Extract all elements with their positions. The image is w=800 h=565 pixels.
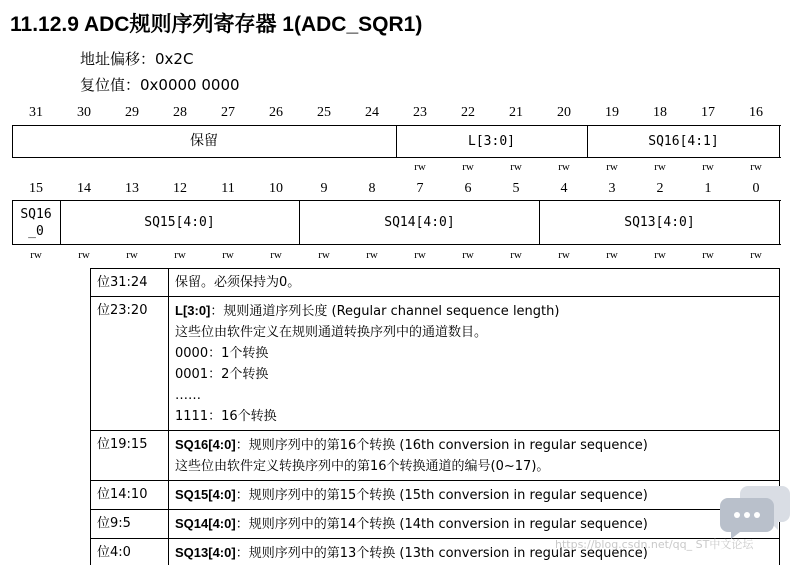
bit-number-5: 5 bbox=[512, 181, 520, 196]
register-low-half bbox=[12, 200, 781, 245]
bit-number-18: 18 bbox=[653, 105, 667, 120]
bit-number-4: 4 bbox=[560, 181, 568, 196]
access-rw: rw bbox=[366, 249, 378, 261]
bit-number-9: 9 bbox=[320, 181, 328, 196]
bit-number-17: 17 bbox=[701, 105, 715, 120]
access-rw: rw bbox=[462, 161, 474, 173]
access-rw: rw bbox=[414, 161, 426, 173]
bit-range: 位14:10 bbox=[91, 481, 169, 510]
access-rw: rw bbox=[558, 161, 570, 173]
register-field: SQ14[4:0] bbox=[300, 201, 540, 244]
register-field: SQ16 _0 bbox=[12, 201, 61, 244]
access-rw: rw bbox=[510, 161, 522, 173]
bit-range: 位9:5 bbox=[91, 510, 169, 539]
register-field: SQ15[4:0] bbox=[60, 201, 300, 244]
bit-number-7: 7 bbox=[416, 181, 424, 196]
access-rw: rw bbox=[318, 249, 330, 261]
access-rw: rw bbox=[558, 249, 570, 261]
bit-number-0: 0 bbox=[752, 181, 760, 196]
bit-number-28: 28 bbox=[173, 105, 187, 120]
bit-number-23: 23 bbox=[413, 105, 427, 120]
register-field: L[3:0] bbox=[396, 126, 588, 157]
access-rw: rw bbox=[222, 249, 234, 261]
bit-description: SQ13[4:0]：规则序列中的第13个转换 (13th conversion in regular sequence) bbox=[169, 539, 780, 565]
bit-number-16: 16 bbox=[749, 105, 763, 120]
description-row bbox=[91, 431, 780, 481]
watermark: https://blog.csdn.net/qq_ ST中文论坛 bbox=[555, 538, 754, 551]
access-rw: rw bbox=[702, 249, 714, 261]
bit-number-12: 12 bbox=[173, 181, 187, 196]
bit-number-10: 10 bbox=[269, 181, 283, 196]
description-row bbox=[91, 297, 780, 431]
bit-number-21: 21 bbox=[509, 105, 523, 120]
section-title: 11.12.9 ADC规则序列寄存器 1(ADC_SQR1) bbox=[10, 13, 423, 36]
access-rw: rw bbox=[414, 249, 426, 261]
bit-description: SQ16[4:0]：规则序列中的第16个转换 (16th conversion in regular sequence) 这些位由软件定义转换序列中的第16个转换通道的编号(0~17)。 bbox=[169, 431, 780, 481]
bit-description-table bbox=[90, 268, 780, 565]
description-row bbox=[91, 269, 780, 297]
chat-bubble-icon bbox=[720, 480, 792, 540]
bit-range: 位19:15 bbox=[91, 431, 169, 481]
access-rw: rw bbox=[654, 161, 666, 173]
access-rw: rw bbox=[78, 249, 90, 261]
bit-range: 位4:0 bbox=[91, 539, 169, 565]
access-rw: rw bbox=[174, 249, 186, 261]
description-row bbox=[91, 481, 780, 510]
access-rw: rw bbox=[702, 161, 714, 173]
access-rw: rw bbox=[462, 249, 474, 261]
bit-number-31: 31 bbox=[29, 105, 43, 120]
bit-range: 位23:20 bbox=[91, 297, 169, 431]
bit-number-20: 20 bbox=[557, 105, 571, 120]
bit-number-15: 15 bbox=[29, 181, 43, 196]
access-rw: rw bbox=[30, 249, 42, 261]
access-rw: rw bbox=[270, 249, 282, 261]
bit-number-3: 3 bbox=[608, 181, 616, 196]
bit-number-6: 6 bbox=[464, 181, 472, 196]
bit-number-13: 13 bbox=[125, 181, 139, 196]
register-high-half bbox=[12, 125, 781, 158]
bit-number-14: 14 bbox=[77, 181, 91, 196]
bit-description: SQ14[4:0]：规则序列中的第14个转换 (14th conversion in regular sequence) bbox=[169, 510, 780, 539]
bit-number-25: 25 bbox=[317, 105, 331, 120]
bit-number-27: 27 bbox=[221, 105, 235, 120]
bit-number-19: 19 bbox=[605, 105, 619, 120]
bit-number-30: 30 bbox=[77, 105, 91, 120]
bit-number-8: 8 bbox=[368, 181, 376, 196]
bit-number-24: 24 bbox=[365, 105, 379, 120]
access-rw: rw bbox=[126, 249, 138, 261]
address-offset: 地址偏移：0x2C bbox=[80, 50, 194, 68]
bit-number-22: 22 bbox=[461, 105, 475, 120]
bit-number-29: 29 bbox=[125, 105, 139, 120]
register-field: 保留 bbox=[12, 126, 397, 157]
bit-description: SQ15[4:0]：规则序列中的第15个转换 (15th conversion in regular sequence) bbox=[169, 481, 780, 510]
description-row bbox=[91, 510, 780, 539]
bit-number-1: 1 bbox=[704, 181, 712, 196]
bit-description: 保留。必须保持为0。 bbox=[169, 269, 780, 297]
register-field: SQ13[4:0] bbox=[540, 201, 780, 244]
register-field: SQ16[4:1] bbox=[588, 126, 780, 157]
bit-description: L[3:0]：规则通道序列长度 (Regular channel sequence length) 这些位由软件定义在规则通道转换序列中的通道数目。 0000：1个转换 0001：2个转换 …… 1111：16个转换 bbox=[169, 297, 780, 431]
bit-number-11: 11 bbox=[221, 181, 235, 196]
access-rw: rw bbox=[750, 249, 762, 261]
access-rw: rw bbox=[606, 161, 618, 173]
access-rw: rw bbox=[510, 249, 522, 261]
access-rw: rw bbox=[654, 249, 666, 261]
access-rw: rw bbox=[606, 249, 618, 261]
bit-number-2: 2 bbox=[656, 181, 664, 196]
bit-number-26: 26 bbox=[269, 105, 283, 120]
access-rw: rw bbox=[750, 161, 762, 173]
reset-value: 复位值：0x0000 0000 bbox=[80, 76, 240, 94]
bit-range: 位31:24 bbox=[91, 269, 169, 297]
